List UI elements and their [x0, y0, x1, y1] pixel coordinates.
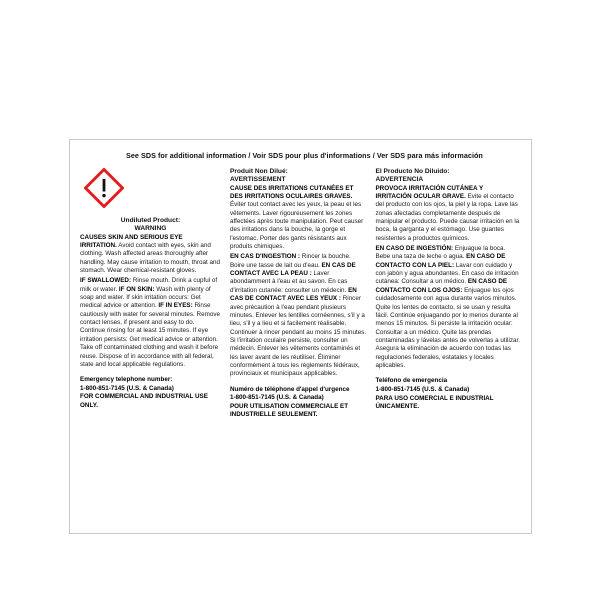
pictogram-area: [80, 168, 221, 214]
hazard-statement-fr: [230, 185, 367, 252]
safety-label-card: [69, 139, 532, 534]
label-columns: [80, 168, 521, 523]
if-on-skin-text-fr: Laver abondamment à l'eau et au savon. En cas d'irritation cutanée: consulter un médecin.: [229, 270, 348, 294]
precaution-general-es: Evite el contacto del producto con los ojos, la piel y la ropa. Lave las zonas afectadas completamente después de manipular el producto. Puede causar irritación en la boca, la garganta y el estómago. Use guantes resistentes a productos químicos.: [375, 192, 520, 242]
if-in-eyes-text-es: Enjuague los ojos cuidadosamente con agua durante varios minutos. Quite los lentes de contacto, si se usan y resulta fácil. Continúe enjuagando por lo menos durante al menos 15 minutos. Si persiste la irritación ocular: Consultar a un médico. Quite las prendas contaminadas y lávelas antes de volverlas a utilizar. Asegura la eliminación de acuerdo con todas las regulaciones federales, estatales y locales aplicables.: [375, 286, 521, 370]
if-in-eyes-text-en: Rinse cautiously with water for several minutes. Remove contact lenses, if present and easy to do. Continue rinsing for at least 15 minutes. If eye irritation persists: Get medical advice or attention. Take off contaminated clothing and wash it before reuse. Dispose of in accordance with all federal, state and local applicable regulations.: [80, 302, 220, 368]
use-restriction-fr: POUR UTILISATION COMMERCIALE ET INDUSTRIELLE SEULEMENT.: [229, 402, 349, 419]
signal-word-en: WARNING: [134, 225, 167, 233]
emergency-label-es: Teléfono de emergencia: [375, 377, 448, 385]
emergency-number-fr[interactable]: 1-800-851-7145 (U.S. & Canada): [229, 394, 324, 402]
if-swallowed-text-en: Rinse mouth. Drink a cupful of milk or water.: [80, 277, 218, 293]
if-swallowed-text-fr: Rincer la bouche. Boire une tasse de lait ou d'eau.: [229, 253, 351, 269]
hazard-statement-en-text: CAUSES SKIN AND SERIOUS EYE IRRITATION.: [80, 233, 183, 249]
column-french: [230, 168, 376, 523]
product-heading-es: El Producto No Diluido:: [375, 167, 450, 175]
if-on-skin-text-en: Wash with plenty of soap and water. If skin irritation occurs: Get medical advice or attention.: [80, 285, 211, 310]
emergency-label-en: Emergency telephone number:: [80, 376, 173, 384]
emergency-block-es: [375, 377, 521, 411]
signal-word-fr: AVERTISSEMENT: [229, 176, 286, 184]
emergency-block-fr: [230, 386, 367, 420]
hazard-statement-es: [375, 185, 521, 244]
emergency-label-fr: Numéro de téléphone d'appel d'urgence: [229, 385, 350, 393]
if-swallowed-label-es: EN CASO DE INGESTIÓN:: [375, 245, 454, 253]
if-swallowed-label-en: IF SWALLOWED:: [80, 277, 132, 285]
exclamation-mark-hazard-icon: [84, 168, 124, 208]
if-in-eyes-text-fr: Rincer avec précaution à l'eau pendant plusieurs minutes. Enlever les lentilles cornéennes, s'il y a lieu, s'il y a lieu et si facilement réalisable. Continuer à rincer pendant au moins 15 minutes. Si l'irritation oculaire persiste, consulter un médecin. Enlever les vêtements contaminés et les laver avant de les réutiliser. Éliminer conformément à tous les règlements fédéraux, provinciaux et municipaux applicables.: [229, 295, 367, 378]
precaution-general-en: Avoid contact with eyes, skin and clothing. Wash affected areas thoroughly after handling. May cause irritation to mouth, throat and stomach. Wear chemical-resistant gloves.: [80, 241, 221, 274]
use-restriction-en: FOR COMMERCIAL AND INDUSTRIAL USE ONLY.: [80, 393, 208, 409]
column-spanish: [375, 168, 521, 523]
first-aid-swallowed-en: [80, 277, 221, 369]
sds-header-text: See SDS for additional information / Voir SDS pour plus d'informations / Ver SDS para más información: [126, 151, 483, 160]
hazard-statement-fr-text: CAUSE DES IRRITATIONS CUTANÉES ET DES IRRITATIONS OCULAIRES GRAVES.: [229, 184, 354, 200]
emergency-number-en[interactable]: 1-800-851-7145 (U.S. & Canada): [80, 384, 174, 392]
signal-word-es: ADVERTENCIA: [375, 176, 424, 184]
emergency-block-en: [80, 376, 221, 410]
if-in-eyes-label-fr: EN CAS DE CONTACT AVEC LES YEUX :: [229, 286, 357, 303]
if-swallowed-label-fr: EN CAS D'INGESTION :: [229, 253, 301, 261]
hazard-statement-en: [80, 234, 221, 276]
first-aid-es: [375, 245, 521, 370]
if-swallowed-text-es: Enjuague la boca. Bebe una taza de leche o agua.: [375, 245, 506, 261]
emergency-number-es[interactable]: 1-800-851-7145 (U.S. & Canada): [375, 385, 470, 393]
column-english: [80, 168, 230, 523]
hazard-statement-es-text: PROVOCA IRRITACIÓN CUTÁNEA Y IRRITACIÓN OCULAR GRAVE.: [375, 184, 484, 200]
if-in-eyes-label-en: IF IN EYES:: [158, 302, 193, 310]
use-restriction-es: PARA USO COMERCIAL E INDUSTRIAL ÚNICAMENTE.: [375, 394, 494, 411]
precaution-general-fr: Éviter tout contact avec les yeux, la peau et les vêtements. Laver rigoureusement les zones affectées après toute manipulation. Peut causer des irritations dans la bouche, la gorge et l'estomac. Porter des gants résistants aux produits chimiques.: [229, 201, 364, 251]
if-on-skin-label-fr: EN CAS DE CONTACT AVEC LA PEAU :: [229, 261, 356, 278]
product-heading-en: Undiluted Product:: [120, 216, 181, 224]
if-in-eyes-label-es: EN CASO DE CONTACTO CON LOS OJOS:: [375, 278, 508, 294]
if-on-skin-label-es: EN CASO DE CONTACTO CON LA PIEL:: [375, 253, 506, 269]
if-on-skin-label-en: IF ON SKIN:: [118, 285, 155, 293]
product-heading-fr: Produit Non Dilué:: [229, 167, 288, 175]
first-aid-fr: [230, 253, 367, 378]
if-on-skin-text-es: Lavar con cuidado y con jabón y agua abundantes. En caso de irritación cutánea: Consultar a un médico.: [375, 261, 519, 286]
